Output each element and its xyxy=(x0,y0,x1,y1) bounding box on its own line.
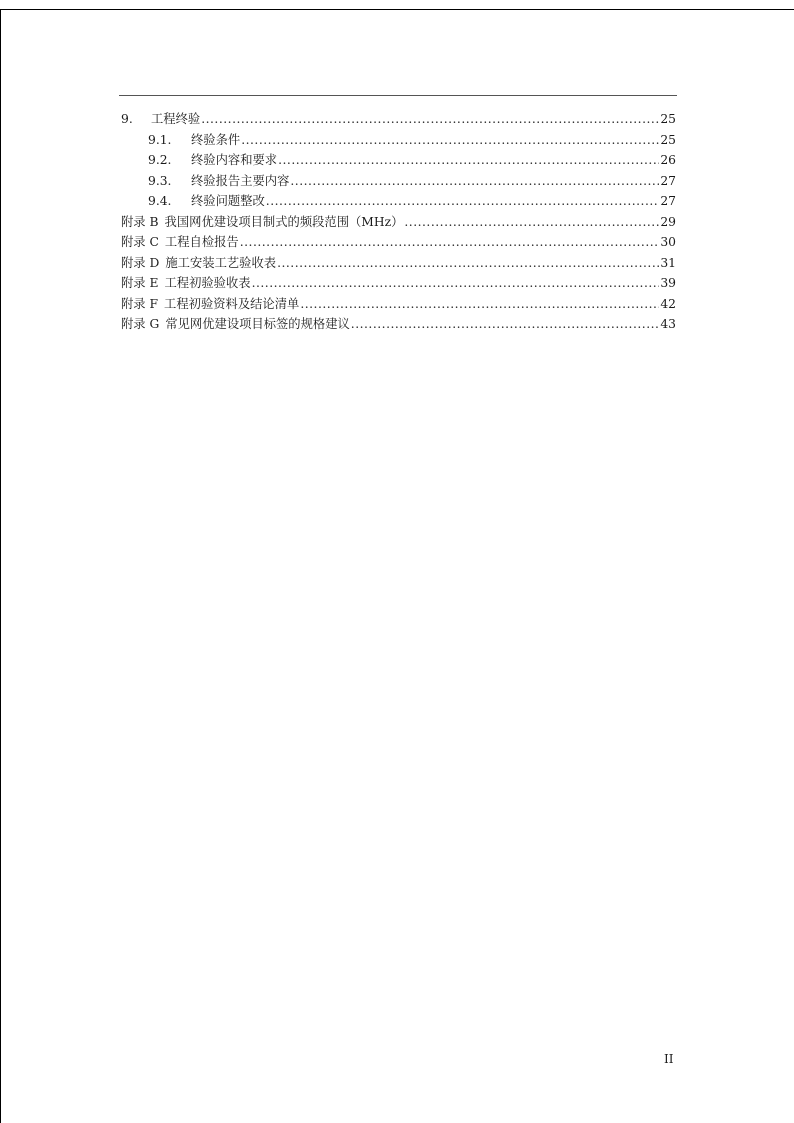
toc-entry-title: 工程初验资料及结论清单 xyxy=(164,296,300,311)
toc-entry-appendix-label: 附录 F xyxy=(121,296,159,311)
toc-leader-dots xyxy=(277,253,659,274)
toc-entry-page: 27 xyxy=(660,173,676,188)
toc-leader-dots xyxy=(290,171,659,192)
toc-leader-dots xyxy=(241,130,659,151)
toc-leader-dots xyxy=(266,191,660,212)
toc-entry-9[interactable] xyxy=(121,109,676,130)
toc-entry-page: 26 xyxy=(660,153,676,167)
toc-leader-dots xyxy=(252,273,660,294)
toc-leader-dots xyxy=(404,212,659,233)
toc-entry-title: 常见网优建设项目标签的规格建议 xyxy=(165,317,350,331)
toc-entry-number: 9.3. xyxy=(148,173,172,188)
toc-entry-9-4[interactable] xyxy=(121,191,676,212)
toc-entry-page: 25 xyxy=(660,132,676,147)
toc-entry-appendix-g[interactable] xyxy=(121,314,676,335)
toc-entry-page: 29 xyxy=(660,214,676,229)
toc-entry-number: 9.2. xyxy=(148,153,172,167)
toc-entry-appendix-c[interactable] xyxy=(121,232,676,253)
toc-entry-page: 43 xyxy=(660,317,676,331)
toc-entry-appendix-label: 附录 B xyxy=(121,214,159,229)
toc-entry-title: 我国网优建设项目制式的频段范围（MHz） xyxy=(164,214,404,229)
toc-leader-dots xyxy=(240,232,660,253)
toc-entry-title: 工程终验 xyxy=(151,112,201,126)
toc-entry-title: 终验报告主要内容 xyxy=(191,173,290,188)
toc-entry-appendix-b[interactable] xyxy=(121,212,676,233)
toc-entry-appendix-d[interactable] xyxy=(121,253,676,274)
toc-leader-dots xyxy=(278,150,659,171)
toc-entry-page: 30 xyxy=(660,235,676,249)
toc-entry-appendix-label: 附录 C xyxy=(121,235,159,249)
toc-entry-number: 9.4. xyxy=(148,194,172,208)
toc-entry-9-1[interactable] xyxy=(121,130,676,151)
page-border-left xyxy=(0,9,1,1123)
toc-entry-page: 31 xyxy=(660,255,676,270)
toc-entry-title: 终验问题整改 xyxy=(191,194,265,208)
page-border-top xyxy=(0,9,794,10)
toc-leader-dots xyxy=(351,314,660,335)
toc-entry-appendix-e[interactable] xyxy=(121,273,676,294)
toc-entry-appendix-label: 附录 E xyxy=(121,276,159,290)
toc-leader-dots xyxy=(201,109,659,130)
table-of-contents xyxy=(121,109,676,335)
toc-entry-appendix-label: 附录 D xyxy=(121,255,160,270)
toc-entry-9-2[interactable] xyxy=(121,150,676,171)
toc-leader-dots xyxy=(300,294,659,315)
toc-entry-title: 工程自检报告 xyxy=(164,235,239,249)
toc-entry-number: 9. xyxy=(121,112,133,126)
toc-entry-9-3[interactable] xyxy=(121,171,676,192)
toc-entry-page: 27 xyxy=(660,194,676,208)
toc-entry-page: 42 xyxy=(660,296,676,311)
toc-entry-page: 25 xyxy=(660,112,676,126)
toc-entry-appendix-f[interactable] xyxy=(121,294,676,315)
toc-entry-title: 施工安装工艺验收表 xyxy=(165,255,277,270)
toc-entry-page: 39 xyxy=(660,276,676,290)
header-rule xyxy=(119,95,677,96)
toc-entry-appendix-label: 附录 G xyxy=(121,317,160,331)
toc-entry-title: 终验内容和要求 xyxy=(191,153,278,167)
toc-entry-number: 9.1. xyxy=(148,132,172,147)
toc-entry-title: 工程初验验收表 xyxy=(164,276,251,290)
page-number: II xyxy=(664,1052,674,1066)
toc-entry-title: 终验条件 xyxy=(191,132,241,147)
